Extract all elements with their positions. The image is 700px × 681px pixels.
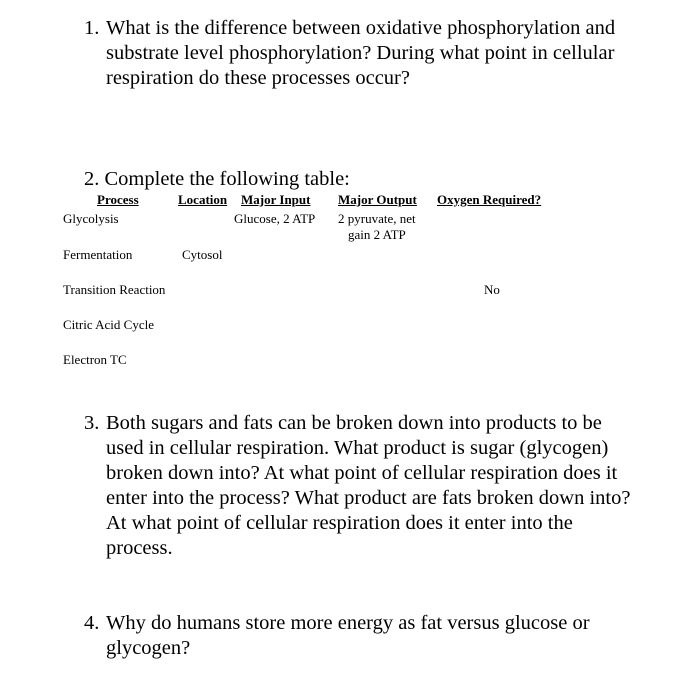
header-location: Location — [178, 192, 228, 207]
question-3 — [84, 411, 644, 561]
question-4-number: 4. — [84, 612, 100, 634]
question-2-title — [84, 167, 350, 192]
cell-transition-oxygen: No — [484, 282, 500, 297]
row-label-glycolysis: Glycolysis — [63, 211, 119, 226]
cell-glycolysis-output-line1: 2 pyruvate, net — [338, 211, 416, 226]
header-major-output: Major Output — [338, 192, 417, 207]
cell-fermentation-location: Cytosol — [182, 247, 223, 262]
row-label-fermentation: Fermentation — [63, 247, 133, 262]
question-4 — [84, 611, 644, 661]
cell-glycolysis-input: Glucose, 2 ATP — [234, 211, 316, 226]
header-major-input: Major Input — [241, 192, 311, 207]
question-1-text: What is the difference between oxidative phosphorylation and substrate level phosphorylation? During what point in cellular respiration do these processes occur? — [106, 17, 616, 89]
header-process: Process — [97, 192, 139, 207]
cell-glycolysis-output-line2: gain 2 ATP — [348, 227, 406, 242]
row-label-electron-tc: Electron TC — [63, 352, 127, 367]
question-3-text: Both sugars and fats can be broken down into products to be used in cellular respiration. What product is sugar (glycogen) broken down into? At what point of cellular respiration does it enter into the process? What product are fats broken down into? At what point of cellular respiration does it enter into the process. — [106, 412, 631, 559]
header-oxygen-required: Oxygen Required? — [437, 192, 542, 207]
question-2-number: 2. — [84, 168, 100, 190]
row-label-transition-reaction: Transition Reaction — [63, 282, 166, 297]
question-1-number: 1. — [84, 17, 100, 39]
question-1 — [84, 16, 644, 91]
question-3-number: 3. — [84, 412, 100, 434]
question-2-text: Complete the following table: — [104, 168, 350, 190]
row-label-citric-acid-cycle: Citric Acid Cycle — [63, 317, 154, 332]
question-4-text: Why do humans store more energy as fat versus glucose or glycogen? — [106, 612, 590, 659]
